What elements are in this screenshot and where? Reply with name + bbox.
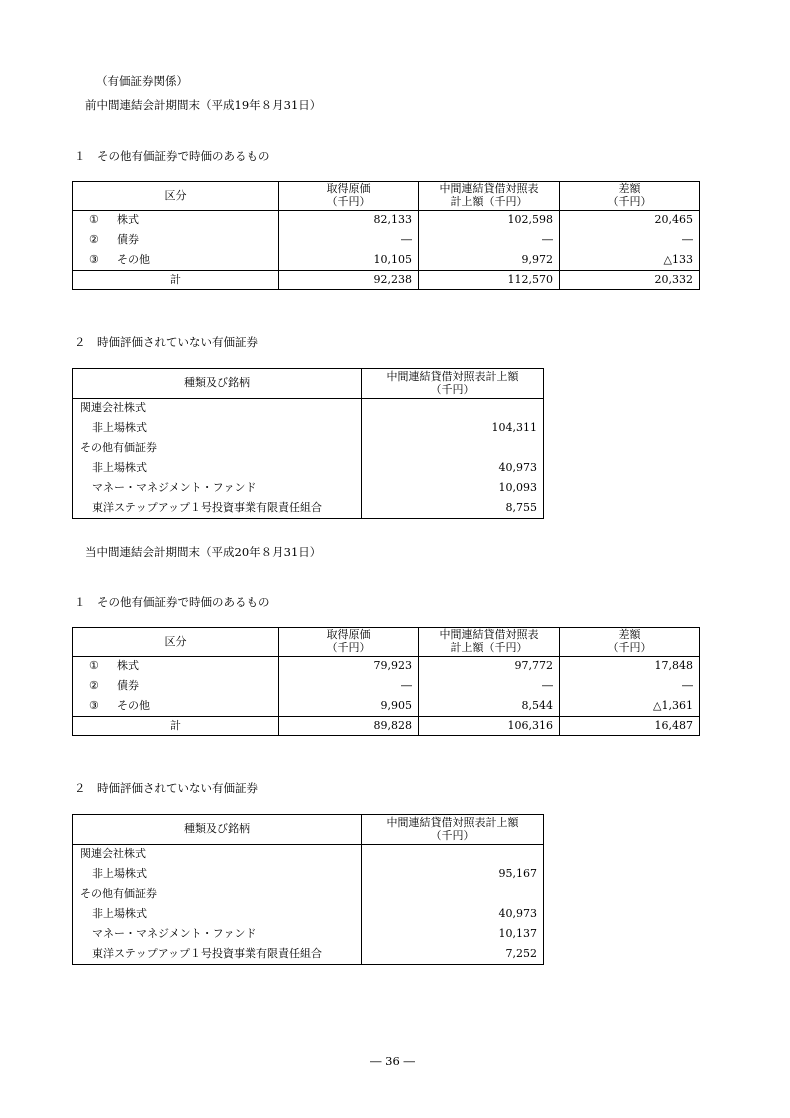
- row-label: ③ その他: [73, 251, 279, 271]
- total-cost: 89,828: [279, 717, 419, 736]
- table-row: [73, 845, 544, 865]
- row-label: 東洋ステップアップ１号投資事業有限責任組合: [73, 499, 362, 519]
- row-label: 非上場株式: [73, 905, 362, 925]
- cost-cell: 10,105: [279, 251, 419, 271]
- table-row: [73, 211, 700, 231]
- difference-cell: △133: [560, 251, 700, 271]
- curr-unlisted-securities-table: [72, 814, 544, 965]
- table-row: [73, 479, 544, 499]
- bs-amount-cell: 102,598: [419, 211, 560, 231]
- cost-cell: 82,133: [279, 211, 419, 231]
- table-row: [73, 499, 544, 519]
- table-row: [73, 905, 544, 925]
- table-row: [73, 697, 700, 717]
- row-label: 非上場株式: [73, 865, 362, 885]
- difference-cell: 20,465: [560, 211, 700, 231]
- table-row: [73, 251, 700, 271]
- amount-cell: [362, 845, 544, 865]
- cost-cell: 9,905: [279, 697, 419, 717]
- cost-cell: ―: [279, 231, 419, 251]
- page-number: ― 36 ―: [370, 1054, 415, 1068]
- header-difference: 差額 （千円）: [560, 628, 700, 657]
- difference-cell: △1,361: [560, 697, 700, 717]
- amount-cell: 7,252: [362, 945, 544, 965]
- prev-section1-title: １ その他有価証券で時価のあるもの: [74, 149, 270, 163]
- difference-cell: ―: [560, 677, 700, 697]
- table-row: [73, 677, 700, 697]
- header-cost: 取得原価 （千円）: [279, 182, 419, 211]
- curr-period-title: 当中間連結会計期間末（平成20年８月31日）: [85, 545, 322, 559]
- header-cost: 取得原価 （千円）: [279, 628, 419, 657]
- bs-amount-cell: ―: [419, 677, 560, 697]
- table-row: [73, 399, 544, 419]
- amount-cell: 104,311: [362, 419, 544, 439]
- curr-market-securities-table: [72, 627, 700, 736]
- row-label: 関連会社株式: [73, 399, 362, 419]
- table-row: [73, 925, 544, 945]
- header-kind: 種類及び銘柄: [73, 369, 362, 399]
- curr-section2-title: ２ 時価評価されていない有価証券: [74, 781, 258, 795]
- bs-amount-cell: 9,972: [419, 251, 560, 271]
- table-row: [73, 885, 544, 905]
- total-label: 計: [73, 271, 279, 290]
- difference-cell: ―: [560, 231, 700, 251]
- total-row: [73, 717, 700, 736]
- amount-cell: 10,137: [362, 925, 544, 945]
- table-row: [73, 439, 544, 459]
- row-label: ③ その他: [73, 697, 279, 717]
- total-row: [73, 271, 700, 290]
- prev-unlisted-securities-table: [72, 368, 544, 519]
- bs-amount-cell: 97,772: [419, 657, 560, 677]
- amount-cell: 95,167: [362, 865, 544, 885]
- total-label: 計: [73, 717, 279, 736]
- row-label: マネー・マネジメント・ファンド: [73, 925, 362, 945]
- row-label: 非上場株式: [73, 419, 362, 439]
- row-label: ① 株式: [73, 211, 279, 231]
- row-label: ① 株式: [73, 657, 279, 677]
- table-row: [73, 657, 700, 677]
- table-row: [73, 945, 544, 965]
- header-kind: 種類及び銘柄: [73, 815, 362, 845]
- row-label: ② 債券: [73, 231, 279, 251]
- table-row: [73, 865, 544, 885]
- row-label: ② 債券: [73, 677, 279, 697]
- cost-cell: ―: [279, 677, 419, 697]
- amount-cell: [362, 399, 544, 419]
- total-difference: 16,487: [560, 717, 700, 736]
- amount-cell: 8,755: [362, 499, 544, 519]
- header-difference: 差額 （千円）: [560, 182, 700, 211]
- amount-cell: 40,973: [362, 459, 544, 479]
- prev-period-title: 前中間連結会計期間末（平成19年８月31日）: [85, 98, 322, 112]
- bs-amount-cell: 8,544: [419, 697, 560, 717]
- curr-section1-title: １ その他有価証券で時価のあるもの: [74, 595, 270, 609]
- row-label: その他有価証券: [73, 885, 362, 905]
- difference-cell: 17,848: [560, 657, 700, 677]
- header-amount: 中間連結貸借対照表計上額 （千円）: [362, 815, 544, 845]
- table-row: [73, 459, 544, 479]
- prev-section2-title: ２ 時価評価されていない有価証券: [74, 335, 258, 349]
- header-bs-amount: 中間連結貸借対照表 計上額（千円）: [419, 182, 560, 211]
- row-label: その他有価証券: [73, 439, 362, 459]
- total-bs-amount: 112,570: [419, 271, 560, 290]
- header-amount: 中間連結貸借対照表計上額 （千円）: [362, 369, 544, 399]
- header-kubun: 区分: [73, 182, 279, 211]
- row-label: 東洋ステップアップ１号投資事業有限責任組合: [73, 945, 362, 965]
- total-difference: 20,332: [560, 271, 700, 290]
- prev-market-securities-table: [72, 181, 700, 290]
- total-bs-amount: 106,316: [419, 717, 560, 736]
- header-kubun: 区分: [73, 628, 279, 657]
- amount-cell: 10,093: [362, 479, 544, 499]
- table-row: [73, 231, 700, 251]
- cost-cell: 79,923: [279, 657, 419, 677]
- table-row: [73, 419, 544, 439]
- amount-cell: 40,973: [362, 905, 544, 925]
- bs-amount-cell: ―: [419, 231, 560, 251]
- amount-cell: [362, 439, 544, 459]
- section-heading: （有価証券関係）: [96, 74, 188, 88]
- header-bs-amount: 中間連結貸借対照表 計上額（千円）: [419, 628, 560, 657]
- amount-cell: [362, 885, 544, 905]
- total-cost: 92,238: [279, 271, 419, 290]
- row-label: マネー・マネジメント・ファンド: [73, 479, 362, 499]
- row-label: 非上場株式: [73, 459, 362, 479]
- row-label: 関連会社株式: [73, 845, 362, 865]
